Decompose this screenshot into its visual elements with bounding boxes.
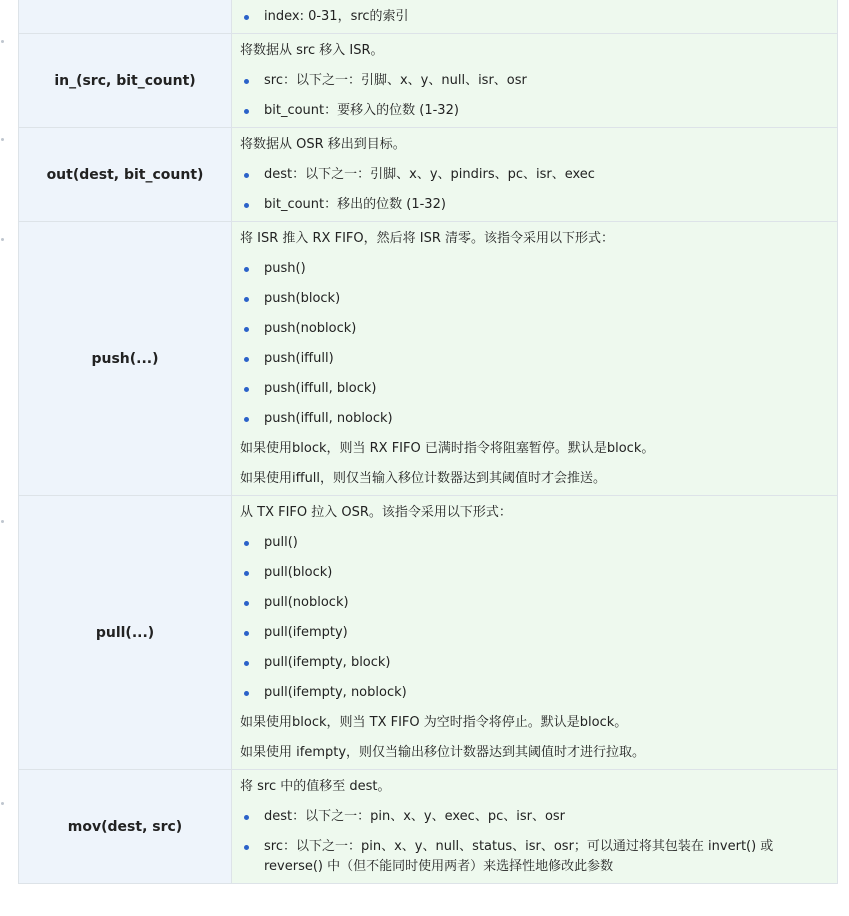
instruction-description bbox=[232, 0, 838, 34]
instruction-description bbox=[232, 34, 838, 128]
bullet-dot-icon bbox=[244, 387, 249, 392]
bullet-dot-icon bbox=[244, 571, 249, 576]
bullet-list bbox=[240, 807, 829, 877]
list-item-text: push(iffull, block) bbox=[264, 381, 377, 396]
list-item bbox=[240, 319, 829, 339]
description-text: 从 TX FIFO 拉入 OSR。该指令采用以下形式： bbox=[240, 505, 512, 520]
list-item bbox=[240, 101, 829, 121]
bullet-dot-icon bbox=[244, 267, 249, 272]
instruction-name: out(dest, bit_count) bbox=[19, 128, 232, 222]
list-item bbox=[240, 7, 829, 27]
instruction-name: pull(...) bbox=[19, 496, 232, 770]
instruction-table bbox=[18, 0, 838, 884]
list-item bbox=[240, 409, 829, 429]
list-item-text: pull(ifempty, noblock) bbox=[264, 685, 407, 700]
instruction-description bbox=[232, 770, 838, 884]
table-row bbox=[19, 222, 838, 496]
list-item-text: dest：以下之一：引脚、x、y、pindirs、pc、isr、exec bbox=[264, 167, 595, 182]
description-text: 将 ISR 推入 RX FIFO，然后将 ISR 清零。该指令采用以下形式： bbox=[240, 231, 614, 246]
list-item-text: src：以下之一：引脚、x、y、null、isr、osr bbox=[264, 73, 527, 88]
bullet-dot-icon bbox=[244, 109, 249, 114]
list-item bbox=[240, 349, 829, 369]
table-row bbox=[19, 770, 838, 884]
description-text: 如果使用 ifempty，则仅当输出移位计数器达到其阈值时才进行拉取。 bbox=[240, 745, 646, 760]
list-item-text: pull(block) bbox=[264, 565, 333, 580]
gutter-marker bbox=[1, 520, 4, 523]
description-text: 如果使用iffull，则仅当输入移位计数器达到其阈值时才会推送。 bbox=[240, 471, 607, 486]
bullet-list bbox=[240, 71, 829, 121]
list-item bbox=[240, 593, 829, 613]
gutter-marker bbox=[1, 802, 4, 805]
bullet-dot-icon bbox=[244, 15, 249, 20]
list-item-text: pull() bbox=[264, 535, 298, 550]
instruction-name bbox=[19, 0, 232, 34]
bullet-dot-icon bbox=[244, 79, 249, 84]
bullet-dot-icon bbox=[244, 173, 249, 178]
list-item-text: pull(noblock) bbox=[264, 595, 349, 610]
bullet-dot-icon bbox=[244, 357, 249, 362]
bullet-dot-icon bbox=[244, 601, 249, 606]
instruction-name: mov(dest, src) bbox=[19, 770, 232, 884]
list-item-text: push(noblock) bbox=[264, 321, 357, 336]
description-text: 将 src 中的值移至 dest。 bbox=[240, 779, 391, 794]
table-row bbox=[19, 34, 838, 128]
list-item bbox=[240, 653, 829, 673]
list-item bbox=[240, 837, 829, 877]
list-item bbox=[240, 683, 829, 703]
list-item bbox=[240, 71, 829, 91]
list-item bbox=[240, 289, 829, 309]
instruction-description bbox=[232, 128, 838, 222]
bullet-dot-icon bbox=[244, 845, 249, 850]
list-item-text: push(block) bbox=[264, 291, 341, 306]
bullet-list bbox=[240, 259, 829, 429]
table-row bbox=[19, 0, 838, 34]
instruction-name: push(...) bbox=[19, 222, 232, 496]
list-item bbox=[240, 195, 829, 215]
list-item bbox=[240, 165, 829, 185]
bullet-dot-icon bbox=[244, 203, 249, 208]
list-item-text: dest：以下之一：pin、x、y、exec、pc、isr、osr bbox=[264, 809, 566, 824]
description-text: 将数据从 OSR 移出到目标。 bbox=[240, 137, 406, 152]
bullet-dot-icon bbox=[244, 417, 249, 422]
list-item bbox=[240, 379, 829, 399]
list-item-text: pull(ifempty, block) bbox=[264, 655, 391, 670]
gutter-marker bbox=[1, 138, 4, 141]
bullet-dot-icon bbox=[244, 691, 249, 696]
bullet-dot-icon bbox=[244, 815, 249, 820]
list-item bbox=[240, 623, 829, 643]
list-item bbox=[240, 563, 829, 583]
description-text: 如果使用block，则当 TX FIFO 为空时指令将停止。默认是block。 bbox=[240, 715, 628, 730]
list-item-text: push(iffull, noblock) bbox=[264, 411, 393, 426]
instruction-name: in_(src, bit_count) bbox=[19, 34, 232, 128]
list-item-text: bit_count：要移入的位数 (1-32) bbox=[264, 103, 459, 118]
bullet-dot-icon bbox=[244, 631, 249, 636]
instruction-description bbox=[232, 222, 838, 496]
gutter-marker bbox=[1, 40, 4, 43]
table-row bbox=[19, 128, 838, 222]
list-item bbox=[240, 259, 829, 279]
bullet-dot-icon bbox=[244, 541, 249, 546]
bullet-dot-icon bbox=[244, 661, 249, 666]
instruction-table-body bbox=[19, 0, 838, 884]
bullet-list bbox=[240, 7, 829, 27]
instruction-description bbox=[232, 496, 838, 770]
bullet-dot-icon bbox=[244, 297, 249, 302]
left-gutter bbox=[0, 0, 9, 916]
description-text: 将数据从 src 移入 ISR。 bbox=[240, 43, 384, 58]
table-row bbox=[19, 496, 838, 770]
bullet-list bbox=[240, 165, 829, 215]
gutter-marker bbox=[1, 238, 4, 241]
list-item bbox=[240, 807, 829, 827]
description-text: 如果使用block，则当 RX FIFO 已满时指令将阻塞暂停。默认是block。 bbox=[240, 441, 655, 456]
list-item-text: push() bbox=[264, 261, 306, 276]
bullet-list bbox=[240, 533, 829, 703]
bullet-dot-icon bbox=[244, 327, 249, 332]
list-item-text: bit_count：移出的位数 (1-32) bbox=[264, 197, 446, 212]
list-item-text: index: 0-31，src的索引 bbox=[264, 9, 409, 24]
list-item-text: src：以下之一：pin、x、y、null、status、isr、osr；可以通过将其包装在 invert() 或 reverse() 中（但不能同时使用两者）来选择性地修改此参数 bbox=[264, 839, 774, 874]
list-item-text: pull(ifempty) bbox=[264, 625, 348, 640]
list-item bbox=[240, 533, 829, 553]
list-item-text: push(iffull) bbox=[264, 351, 334, 366]
